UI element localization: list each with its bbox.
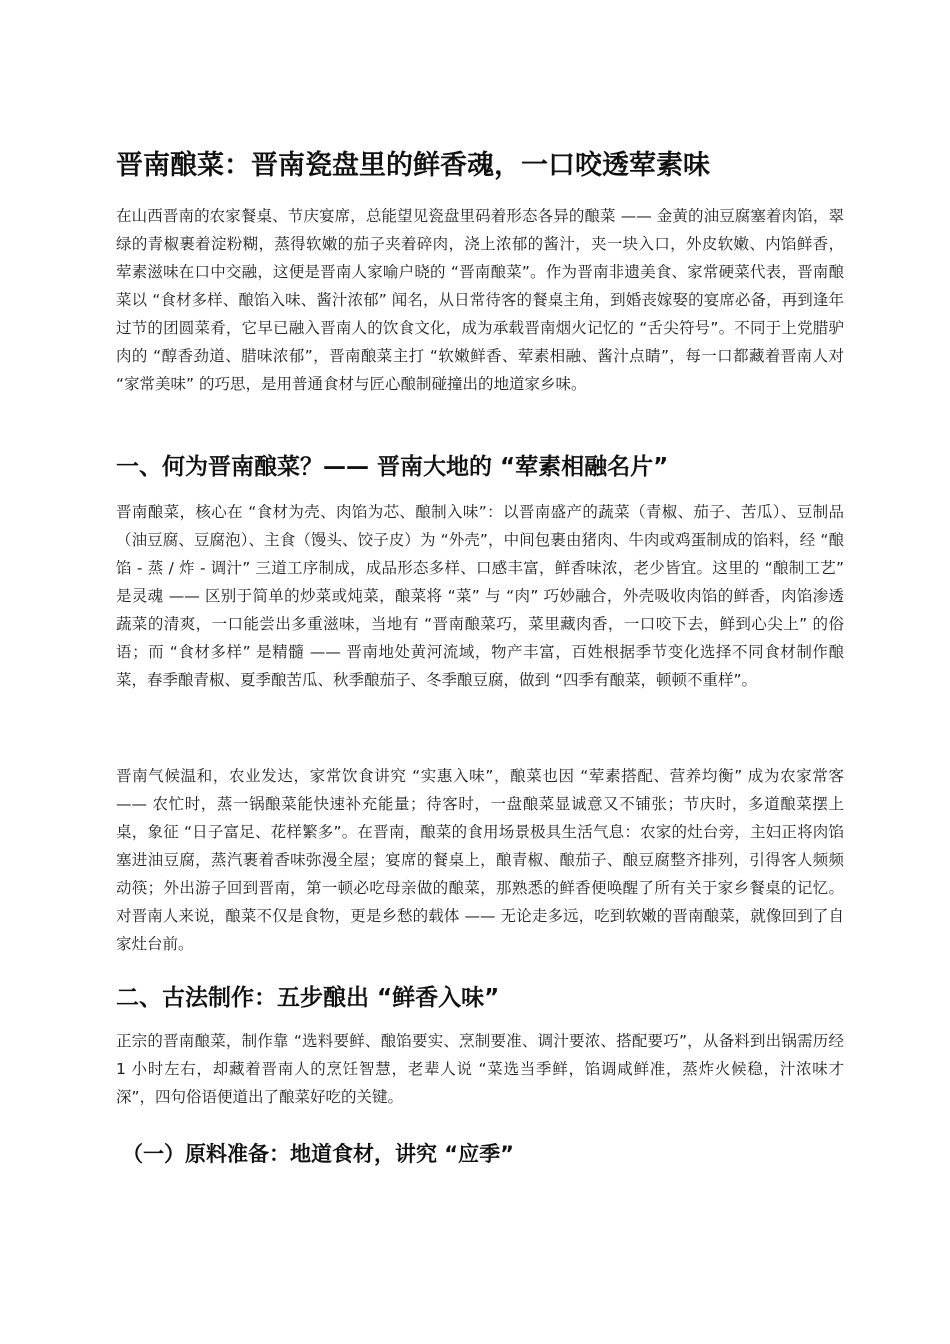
section-1-paragraph-2: 晋南气候温和，农业发达，家常饮食讲究 “实惠入味”，酿菜也因 “荤素搭配、营养均衡” 成为农家常客 —— 农忙时，蒸一锅酿菜能快速补充能量；待客时，一盘酿菜显诚意又不铺张；节庆时，多道酿菜摆上桌，象征 “日子富足、花样繁多”。在晋南，酿菜的食用场景极具生活气息：农家的灶台旁，主妇正将肉馅塞进油豆腐，蒸汽裹着香味弥漫全屋；宴席的餐桌上，酿青椒、酿茄子、酿豆腐整齐排列，引得客人频频动筷；外出游子回到晋南，第一顿必吃母亲做的酿菜，那熟悉的鲜香便唤醒了所有关于家乡餐桌的记忆。对晋南人来说，酿菜不仅是食物，更是乡愁的载体 —— 无论走多远，吃到软嫩的晋南酿菜，就像回到了自家灶台前。 [116,767,844,953]
document-title: 晋南酿菜：晋南瓷盘里的鲜香魂，一口咬透荤素味 [116,150,710,181]
section-1-paragraph-1: 晋南酿菜，核心在 “食材为壳、肉馅为芯、酿制入味”：以晋南盛产的蔬菜（青椒、茄子、苦瓜）、豆制品（油豆腐、豆腐泡）、主食（馒头、饺子皮）为 “外壳”，中间包裹由猪肉、牛肉或鸡蛋制成的馅料，经 “酿馅 - 蒸 / 炸 - 调汁” 三道工序制成，成品形态多样、口感丰富，鲜香味浓，老少皆宜。这里的 “酿制工艺” 是灵魂 —— 区别于简单的炒菜或炖菜，酿菜将 “菜” 与 “肉” 巧妙融合，外壳吸收肉馅的鲜香，肉馅渗透蔬菜的清爽，一口能尝出多重滋味，当地有 “晋南酿菜巧，菜里藏肉香，一口咬下去，鲜到心尖上” 的俗语；而 “食材多样” 是精髓 —— 晋南地处黄河流域，物产丰富，百姓根据季节变化选择不同食材制作酿菜，春季酿青椒、夏季酿苦瓜、秋季酿茄子、冬季酿豆腐，做到 “四季有酿菜，顿顿不重样”。 [116,503,844,689]
section-2-heading: 二、古法制作：五步酿出 “鲜香入味” [116,985,500,1011]
section-2-paragraph-1: 正宗的晋南酿菜，制作靠 “选料要鲜、酿馅要实、烹制要准、调汁要浓、搭配要巧”，从备料到出锅需历经 1 小时左右，却藏着晋南人的烹饪智慧，老辈人说 “菜选当季鲜，馅调咸鲜准，蒸炸火候稳，汁浓味才深”，四句俗语便道出了酿菜好吃的关键。 [116,1032,844,1106]
section-2-subheading-1: （一）原料准备：地道食材，讲究 “应季” [122,1142,514,1166]
section-1-heading: 一、何为晋南酿菜？—— 晋南大地的 “荤素相融名片” [116,454,669,480]
intro-paragraph: 在山西晋南的农家餐桌、节庆宴席，总能望见瓷盘里码着形态各异的酿菜 —— 金黄的油豆腐塞着肉馅，翠绿的青椒裹着淀粉糊，蒸得软嫩的茄子夹着碎肉，浇上浓郁的酱汁，夹一块入口，外皮软嫩、内馅鲜香，荤素滋味在口中交融，这便是晋南人家喻户晓的 “晋南酿菜”。作为晋南非遗美食、家常硬菜代表，晋南酿菜以 “食材多样、酿馅入味、酱汁浓郁” 闻名，从日常待客的餐桌主角，到婚丧嫁娶的宴席必备，再到逢年过节的团圆菜肴，它早已融入晋南人的饮食文化，成为承载晋南烟火记忆的 “舌尖符号”。不同于上党腊驴肉的 “醇香劲道、腊味浓郁”，晋南酿菜主打 “软嫩鲜香、荤素相融、酱汁点睛”，每一口都藏着晋南人对 “家常美味” 的巧思，是用普通食材与匠心酿制碰撞出的地道家乡味。 [116,207,844,393]
